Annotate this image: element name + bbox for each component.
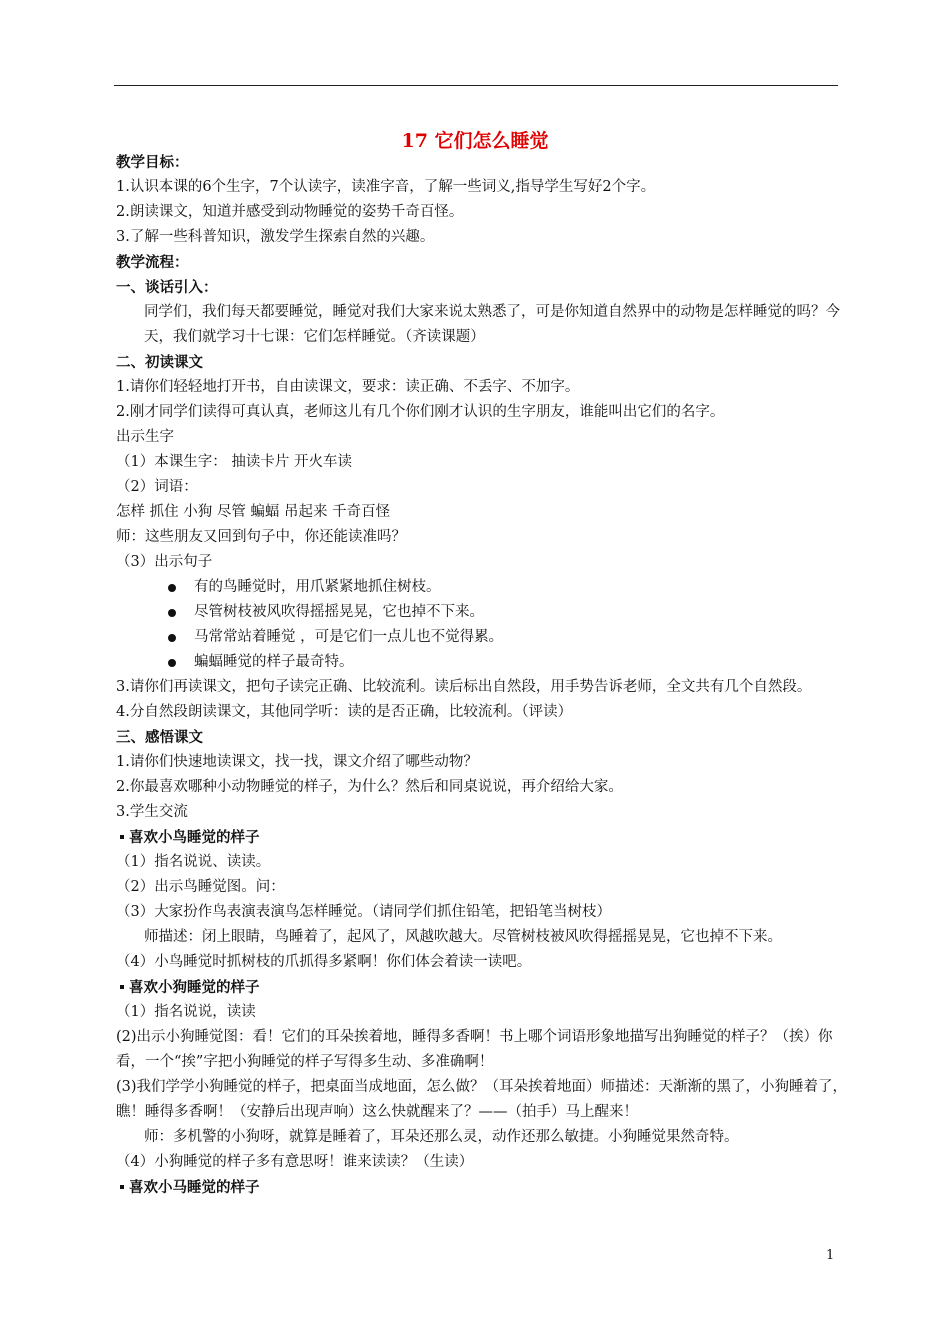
section-heading bbox=[116, 250, 852, 275]
text-line bbox=[116, 1075, 852, 1125]
square-bullet-icon bbox=[120, 835, 124, 839]
text-line bbox=[116, 950, 852, 975]
text-line bbox=[116, 675, 852, 700]
text-line bbox=[116, 550, 852, 575]
text-line bbox=[116, 525, 852, 550]
text-line bbox=[116, 200, 852, 225]
text-line bbox=[116, 425, 852, 450]
line-text: 二、初读课文 bbox=[116, 354, 203, 371]
text-line bbox=[116, 1025, 852, 1075]
header-rule bbox=[114, 85, 838, 86]
lesson-title: 17 它们怎么睡觉 bbox=[401, 130, 549, 152]
line-text: 2.刚才同学们读得可真认真，老师这儿有几个你们刚才认识的生字朋友，谁能叫出它们的名字。 bbox=[116, 404, 725, 420]
line-text: （1）指名说说、读读。 bbox=[116, 854, 271, 870]
bullet-item bbox=[116, 575, 852, 600]
bullet-item bbox=[116, 600, 852, 625]
text-line bbox=[116, 400, 852, 425]
text-line bbox=[116, 875, 852, 900]
text-line bbox=[116, 1125, 852, 1150]
lesson-body bbox=[116, 150, 852, 1200]
line-text: （2）词语： bbox=[116, 479, 198, 495]
line-text: 出示生字 bbox=[116, 429, 174, 445]
line-text: 蝙蝠睡觉的样子最奇特。 bbox=[194, 654, 354, 670]
line-text: 1.认识本课的6个生字，7个认读字，读准字音，了解一些词义,指导学生写好2个字。 bbox=[116, 179, 656, 195]
text-line bbox=[116, 175, 852, 200]
section-heading bbox=[116, 275, 852, 300]
line-text: 4.分自然段朗读课文，其他同学听：读的是否正确，比较流利。（评读） bbox=[116, 704, 573, 720]
square-bullet-icon bbox=[120, 1185, 124, 1189]
line-text: 3.学生交流 bbox=[116, 804, 188, 820]
section-heading bbox=[116, 725, 852, 750]
line-text: 2.你最喜欢哪种小动物睡觉的样子，为什么？然后和同桌说说，再介绍给大家。 bbox=[116, 779, 623, 795]
line-text: (2)出示小狗睡觉图：看！它们的耳朵挨着地，睡得多香啊！书上哪个词语形象地描写出狗睡觉的样子？（挨）你看，一个“挨”字把小狗睡觉的样子写得多生动、多准确啊！ bbox=[116, 1029, 833, 1070]
line-text: (3)我们学学小狗睡觉的样子，把桌面当成地面，怎么做？（耳朵挨着地面）师描述：天渐渐的黑了，小狗睡着了，瞧！睡得多香啊！（安静后出现声响）这么快就醒来了？——（拍手）马上醒来！ bbox=[116, 1079, 848, 1120]
bullet-dot-icon bbox=[168, 609, 176, 617]
line-text: 喜欢小马睡觉的样子 bbox=[129, 1179, 260, 1196]
section-heading bbox=[116, 150, 852, 175]
section-heading bbox=[116, 975, 852, 1000]
line-text: （1）指名说说，读读 bbox=[116, 1004, 256, 1020]
line-text: 喜欢小鸟睡觉的样子 bbox=[129, 829, 260, 846]
text-line bbox=[116, 225, 852, 250]
line-text: （1）本课生字： 抽读卡片 开火车读 bbox=[116, 454, 352, 470]
line-text: 师：这些朋友又回到句子中，你还能读准吗？ bbox=[116, 529, 406, 545]
line-text: （4）小狗睡觉的样子多有意思呀！谁来读读？（生读） bbox=[116, 1154, 474, 1170]
line-text: 尽管树枝被风吹得摇摇晃晃，它也掉不下来。 bbox=[194, 604, 484, 620]
line-text: 三、感悟课文 bbox=[116, 729, 203, 746]
line-text: 3.请你们再读课文，把句子读完正确、比较流利。读后标出自然段，用手势告诉老师，全文共有几个自然段。 bbox=[116, 679, 812, 695]
line-text: 教学目标： bbox=[116, 154, 189, 171]
line-text: （2）出示鸟睡觉图。问： bbox=[116, 879, 285, 895]
line-text: 师：多机警的小狗呀，就算是睡着了，耳朵还那么灵，动作还那么敏捷。小狗睡觉果然奇特。 bbox=[144, 1129, 739, 1145]
line-text: （3）出示句子 bbox=[116, 554, 213, 570]
bullet-dot-icon bbox=[168, 584, 176, 592]
line-text: （3）大家扮作鸟表演表演鸟怎样睡觉。（请同学们抓住铅笔，把铅笔当树枝） bbox=[116, 904, 611, 920]
text-line bbox=[116, 1150, 852, 1175]
bullet-dot-icon bbox=[168, 659, 176, 667]
bullet-item bbox=[116, 650, 852, 675]
line-text: 同学们，我们每天都要睡觉，睡觉对我们大家来说太熟悉了，可是你知道自然界中的动物是怎样睡觉的吗？今天，我们就学习十七课：它们怎样睡觉。（齐读课题） bbox=[144, 304, 840, 345]
line-text: 教学流程： bbox=[116, 254, 189, 271]
line-text: 一、谈话引入： bbox=[116, 279, 218, 296]
line-text: 2.朗读课文，知道并感受到动物睡觉的姿势千奇百怪。 bbox=[116, 204, 464, 220]
text-line bbox=[116, 775, 852, 800]
text-line bbox=[116, 900, 852, 925]
section-heading bbox=[116, 350, 852, 375]
line-text: （4）小鸟睡觉时抓树枝的爪抓得多紧啊！你们体会着读一读吧。 bbox=[116, 954, 532, 970]
line-text: 1.请你们轻轻地打开书，自由读课文，要求：读正确、不丢字、不加字。 bbox=[116, 379, 580, 395]
line-text: 1.请你们快速地读课文，找一找，课文介绍了哪些动物？ bbox=[116, 754, 478, 770]
text-line bbox=[116, 750, 852, 775]
text-line bbox=[116, 700, 852, 725]
line-text: 师描述：闭上眼睛，鸟睡着了，起风了，风越吹越大。尽管树枝被风吹得摇摇晃晃，它也掉不下来。 bbox=[144, 929, 782, 945]
text-line bbox=[116, 300, 852, 350]
line-text: 马常常站着睡觉 ，可是它们一点儿也不觉得累。 bbox=[194, 629, 504, 645]
bullet-dot-icon bbox=[168, 634, 176, 642]
bullet-item bbox=[116, 625, 852, 650]
line-text: 喜欢小狗睡觉的样子 bbox=[129, 979, 260, 996]
line-text: 3.了解一些科普知识，激发学生探索自然的兴趣。 bbox=[116, 229, 435, 245]
text-line bbox=[116, 925, 852, 950]
line-text: 怎样 抓住 小狗 尽管 蝙蝠 吊起来 千奇百怪 bbox=[116, 504, 391, 520]
line-text: 有的鸟睡觉时，用爪紧紧地抓住树枝。 bbox=[194, 579, 441, 595]
text-line bbox=[116, 850, 852, 875]
section-heading bbox=[116, 1175, 852, 1200]
section-heading bbox=[116, 825, 852, 850]
text-line bbox=[116, 800, 852, 825]
text-line bbox=[116, 1000, 852, 1025]
text-line bbox=[116, 500, 852, 525]
page-number: 1 bbox=[826, 1248, 835, 1263]
text-line bbox=[116, 375, 852, 400]
square-bullet-icon bbox=[120, 985, 124, 989]
text-line bbox=[116, 475, 852, 500]
text-line bbox=[116, 450, 852, 475]
